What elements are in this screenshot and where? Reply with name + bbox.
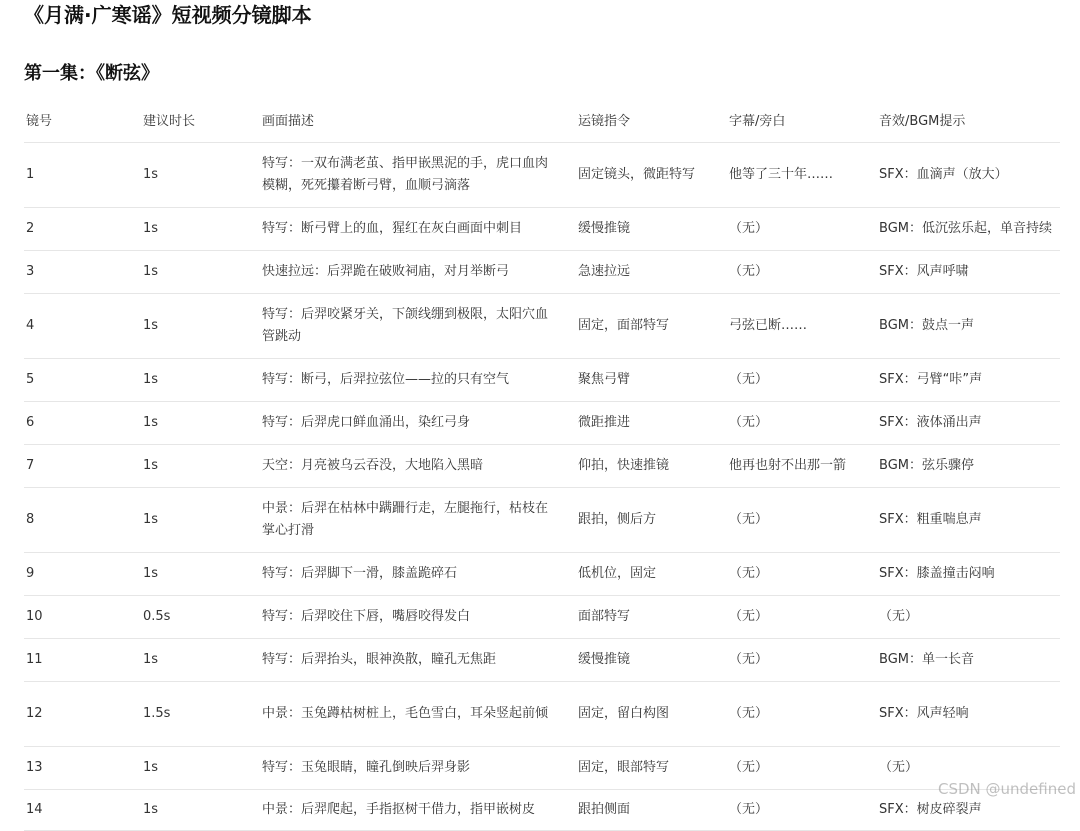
table-row — [24, 639, 1060, 682]
cell-shot-number: 13 — [26, 760, 43, 775]
cell-duration: 1s — [143, 167, 159, 182]
cell-duration: 1s — [143, 415, 159, 430]
table-row — [24, 682, 1060, 747]
table-row — [24, 294, 1060, 359]
cell-description: 快速拉远：后羿跪在破败祠庙，对月举断弓 — [262, 264, 510, 279]
cell-description: 特写：断弓，后羿拉弦位——拉的只有空气 — [262, 372, 510, 387]
cell-subtitle: 他再也射不出那一箭 — [729, 458, 847, 473]
header-duration: 建议时长 — [143, 114, 196, 129]
cell-description: 特写：后羿咬紧牙关，下颌线绷到极限，太阳穴血管跳动 — [262, 307, 549, 344]
cell-shot-number: 4 — [26, 318, 35, 333]
cell-shot-number: 5 — [26, 372, 35, 387]
cell-description: 特写：断弓臂上的血，猩红在灰白画面中刺目 — [262, 221, 523, 236]
watermark: CSDN @undefined — [937, 780, 1076, 798]
cell-subtitle: 他等了三十年…… — [729, 167, 834, 182]
cell-subtitle: 弓弦已断…… — [729, 318, 808, 333]
cell-shot-number: 7 — [26, 458, 35, 473]
cell-subtitle: （无） — [729, 415, 769, 430]
cell-subtitle: （无） — [729, 652, 769, 667]
cell-description: 特写：一双布满老茧、指甲嵌黑泥的手，虎口血肉模糊，死死攥着断弓臂，血顺弓滴落 — [262, 156, 549, 193]
cell-duration: 1s — [143, 512, 159, 527]
cell-description: 特写：后羿咬住下唇，嘴唇咬得发白 — [262, 609, 471, 624]
cell-camera-move: 固定镜头，微距特写 — [578, 167, 696, 182]
cell-sound: SFX：粗重喘息声 — [879, 512, 982, 527]
table-row — [24, 143, 1060, 208]
cell-duration: 1s — [143, 221, 159, 236]
cell-description: 特写：后羿虎口鲜血涌出，染红弓身 — [262, 415, 471, 430]
header-sound: 音效/BGM提示 — [879, 114, 966, 129]
header-subtitle: 字幕/旁白 — [729, 114, 786, 129]
table-row — [24, 747, 1060, 790]
cell-subtitle: （无） — [729, 760, 769, 775]
cell-description: 中景：后羿在枯林中蹒跚行走，左腿拖行，枯枝在掌心打滑 — [262, 501, 549, 538]
cell-sound: SFX：血滴声（放大） — [879, 167, 1008, 182]
document-title: 《月满·广寒谣》短视频分镜脚本 — [24, 3, 312, 27]
table-row — [24, 553, 1060, 596]
cell-camera-move: 微距推进 — [578, 415, 631, 430]
cell-camera-move: 固定，留白构图 — [578, 706, 670, 721]
cell-subtitle: （无） — [729, 706, 769, 721]
cell-camera-move: 跟拍侧面 — [578, 802, 631, 817]
cell-camera-move: 缓慢推镜 — [578, 221, 631, 236]
cell-sound: （无） — [879, 760, 919, 775]
header-description: 画面描述 — [262, 114, 315, 129]
table-row — [24, 359, 1060, 402]
cell-sound: BGM：单一长音 — [879, 652, 974, 667]
cell-camera-move: 缓慢推镜 — [578, 652, 631, 667]
cell-duration: 1s — [143, 566, 159, 581]
table-row — [24, 208, 1060, 251]
cell-duration: 1.5s — [143, 706, 171, 721]
table-row — [24, 445, 1060, 488]
cell-sound: SFX：风声呼啸 — [879, 264, 969, 279]
cell-subtitle: （无） — [729, 372, 769, 387]
cell-shot-number: 14 — [26, 802, 43, 817]
cell-sound: BGM：低沉弦乐起，单音持续 — [879, 221, 1052, 236]
cell-sound: SFX：弓臂“咔”声 — [879, 372, 983, 387]
cell-duration: 0.5s — [143, 609, 171, 624]
cell-camera-move: 急速拉远 — [578, 264, 631, 279]
header-shot-number: 镜号 — [26, 114, 53, 129]
cell-description: 中景：后羿爬起，手指抠树干借力，指甲嵌树皮 — [262, 802, 536, 817]
cell-shot-number: 6 — [26, 415, 35, 430]
table-row — [24, 251, 1060, 294]
cell-camera-move: 仰拍，快速推镜 — [578, 458, 670, 473]
cell-duration: 1s — [143, 458, 159, 473]
cell-description: 特写：后羿抬头，眼神涣散，瞳孔无焦距 — [262, 652, 497, 667]
cell-sound: （无） — [879, 609, 919, 624]
cell-subtitle: （无） — [729, 264, 769, 279]
header-camera-move: 运镜指令 — [578, 114, 631, 129]
cell-description: 特写：玉兔眼睛，瞳孔倒映后羿身影 — [262, 760, 471, 775]
cell-duration: 1s — [143, 760, 159, 775]
cell-subtitle: （无） — [729, 512, 769, 527]
cell-camera-move: 固定，面部特写 — [578, 318, 670, 333]
cell-sound: BGM：弦乐骤停 — [879, 458, 974, 473]
table-row — [24, 596, 1060, 639]
cell-duration: 1s — [143, 264, 159, 279]
table-row — [24, 402, 1060, 445]
cell-camera-move: 聚焦弓臂 — [578, 372, 631, 387]
cell-shot-number: 3 — [26, 264, 35, 279]
cell-shot-number: 11 — [26, 652, 43, 667]
cell-description: 天空：月亮被乌云吞没，大地陷入黑暗 — [262, 458, 484, 473]
cell-shot-number: 2 — [26, 221, 35, 236]
storyboard-table — [24, 102, 1060, 831]
cell-sound: SFX：膝盖撞击闷响 — [879, 566, 995, 581]
cell-subtitle: （无） — [729, 802, 769, 817]
cell-duration: 1s — [143, 652, 159, 667]
cell-sound: SFX：液体涌出声 — [879, 415, 982, 430]
cell-camera-move: 低机位，固定 — [578, 566, 657, 581]
cell-sound: SFX：树皮碎裂声 — [879, 802, 982, 817]
cell-shot-number: 9 — [26, 566, 35, 581]
cell-camera-move: 固定，眼部特写 — [578, 760, 670, 775]
cell-shot-number: 1 — [26, 167, 35, 182]
cell-subtitle: （无） — [729, 609, 769, 624]
cell-sound: SFX：风声轻响 — [879, 706, 969, 721]
cell-shot-number: 10 — [26, 609, 43, 624]
table-body — [24, 143, 1060, 831]
cell-shot-number: 8 — [26, 512, 35, 527]
cell-camera-move: 面部特写 — [578, 609, 631, 624]
cell-sound: BGM：鼓点一声 — [879, 318, 974, 333]
cell-duration: 1s — [143, 372, 159, 387]
cell-duration: 1s — [143, 802, 159, 817]
cell-camera-move: 跟拍，侧后方 — [578, 512, 657, 527]
episode-title: 第一集：《断弦》 — [24, 63, 159, 84]
table-row — [24, 790, 1060, 831]
cell-duration: 1s — [143, 318, 159, 333]
table-header — [24, 102, 1060, 143]
table-row — [24, 488, 1060, 553]
cell-subtitle: （无） — [729, 221, 769, 236]
cell-subtitle: （无） — [729, 566, 769, 581]
cell-description: 中景：玉兔蹲枯树桩上，毛色雪白，耳朵竖起前倾 — [262, 706, 549, 721]
cell-description: 特写：后羿脚下一滑，膝盖跪碎石 — [262, 566, 458, 581]
cell-shot-number: 12 — [26, 706, 43, 721]
